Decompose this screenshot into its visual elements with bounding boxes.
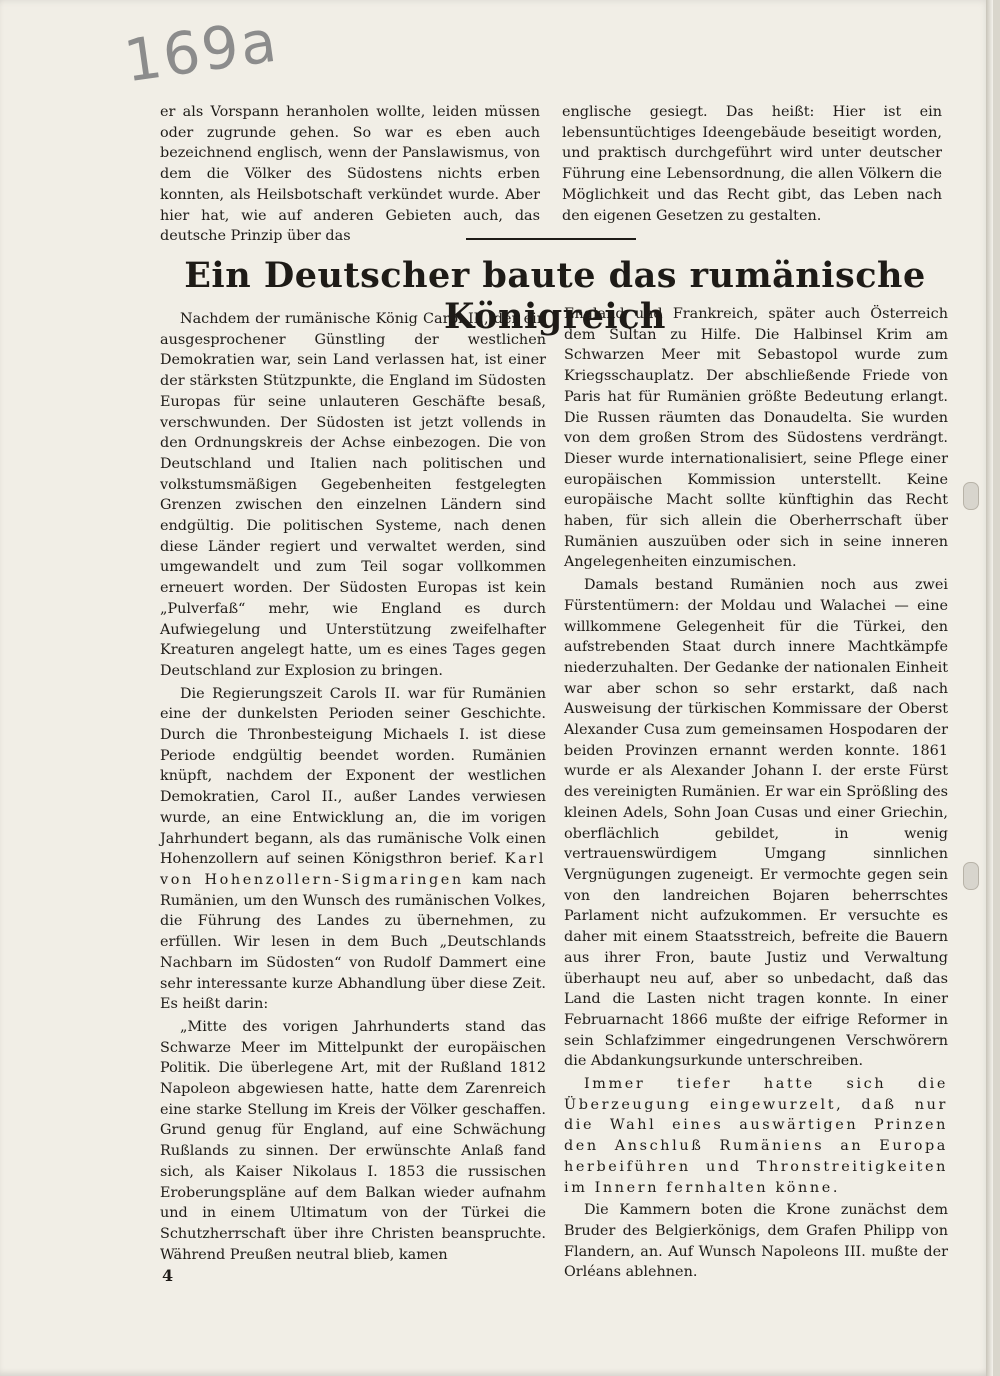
top-right-column: [562, 102, 942, 226]
paragraph: England und Frankreich, später auch Österreich dem Sultan zu Hilfe. Die Halbinsel Krim am Schwarzen Meer mit Sebastopol wurde zum Kriegsschauplatz. Der abschließende Friede von Paris hat für Rumänien größte Bedeutung erlangt. Die Russen räumten das Donaudelta. Sie wurden von dem großen Strom des Südostens verdrängt. Dieser wurde internationalisiert, seine Pflege einer europäischen Kommission unterstellt. Keine europäische Macht sollte künftighin das Recht haben, für sich allein die Oberherrschaft über Rumänien auszuüben oder sich in seine inneren Angelegenheiten einzumischen.: [564, 306, 948, 571]
article-right-column: [564, 304, 948, 1283]
page-number: 4: [162, 1266, 174, 1285]
paragraph: [160, 684, 546, 1015]
article-left-column: [160, 309, 546, 1265]
punch-hole: [963, 482, 979, 510]
paragraph: Immer tiefer hatte sich die Überzeugung eingewurzelt, daß nur die Wahl eines auswärtigen Prinzen den Anschluß Rumäniens an Europa herbeiführen und Thronstreitigkeiten im Innern fernhalten könne.: [564, 1076, 948, 1196]
paragraph: „Mitte des vorigen Jahrhunderts stand das Schwarze Meer im Mittelpunkt der europäischen Politik. Die überlegene Art, mit der Rußland 1812 Napoleon abgewiesen hatte, hatte dem Zarenreich eine starke Stellung im Kreis der Völker geschaffen. Grund genug für England, auf eine Schwächung Rußlands zu sinnen. Der erwünschte Anlaß fand sich, als Kaiser Nikolaus I. 1853 die russischen Eroberungspläne auf dem Balkan wieder aufnahm und in einem Ultimatum von der Türkei die Schutzherrschaft über ihre Christen beanspruchte. Während Preußen neutral blieb, kamen: [160, 1018, 546, 1263]
punch-hole: [963, 862, 979, 890]
paragraph: Die Kammern boten die Krone zunächst dem Bruder des Belgierkönigs, dem Grafen Philipp von Flandern, an. Auf Wunsch Napoleons III. mußte der Orléans ablehnen.: [564, 1202, 948, 1281]
text-run: kam nach Rumänien, um den Wunsch des rumänischen Volkes, die Führung des Landes zu übernehmen, zu erfüllen. Wir lesen in dem Buch „Deutschlands Nachbarn im Südosten“ von Rudolf Dammert eine sehr interessante kurze Abhandlung über diese Zeit. Es heißt darin:: [160, 871, 547, 1013]
article-headline: Ein Deutscher baute das rumänische Königreich: [184, 255, 926, 337]
spaced-name: Karl von Hohenzollern-Sigmaringen: [160, 851, 546, 888]
paragraph: Nachdem der rumänische König Carol II., der ein ausgesprochener Günstling der westlichen Demokratien war, sein Land verlassen hat, ist einer der stärksten Stützpunkte, die England im Südosten Europas für seine unlauteren Geschäfte besaß, verschwunden. Der Südosten ist jetzt vollends in den Ordnungskreis der Achse einbezogen. Die von Deutschland und Italien nach politischen und volkstumsmäßigen Gegebenheiten festgelegten Grenzen zwischen den einzelnen Ländern sind endgültig. Die politischen Systeme, nach denen diese Länder regiert und verwaltet werden, sind umgewandelt und zum Teil sogar vollkommen erneuert worden. Der Südosten Europas ist kein „Pulverfaß“ mehr, wie England es durch Aufwiegelung und Unterstützung zweifelhafter Kreaturen angelegt hatte, um es eines Tages gegen Deutschland zur Explosion zu bringen.: [160, 311, 546, 679]
paragraph: englische gesiegt. Das heißt: Hier ist ein lebensuntüchtiges Ideengebäude beseitigt worden, und praktisch durchgeführt wird unter deutscher Führung eine Lebensordnung, die allen Völkern die Möglichkeit und das Recht gibt, das Leben nach den eigenen Gesetzen zu gestalten.: [562, 104, 942, 224]
top-left-column: [160, 102, 540, 247]
handwritten-note: 169a: [120, 6, 283, 96]
page-edge: [986, 0, 993, 1376]
paragraph: Damals bestand Rumänien noch aus zwei Fürstentümern: der Moldau und Walachei — eine willkommene Gelegenheit für die Türkei, den aufstrebenden Staat durch innere Machtkämpfe niederzuhalten. Der Gedanke der nationalen Einheit war aber schon so sehr erstarkt, daß nach Ausweisung der türkischen Kommissare der Oberst Alexander Cusa zum gemeinsamen Hospodaren der beiden Provinzen ernannt werden konnte. 1861 wurde er als Alexander Johann I. der erste Fürst des vereinigten Rumänien. Er war ein Sprößling des kleinen Adels, Sohn Joan Cusas und einer Griechin, oberflächlich gebildet, in wenig vertrauenswürdigem Umgang sinnlichen Vergnügungen zugeneigt. Er vermochte gegen sein von den landreichen Bojaren beherrschtes Parlament nicht aufzukommen. Er versuchte es daher mit einem Staatsstreich, befreite die Bauern aus ihrer Fron, baute Justiz und Verwaltung überhaupt neu auf, aber so unbedacht, daß das Land die Lasten nicht tragen konnte. In einer Februarnacht 1866 mußte der eifrige Reformer in sein Schlafzimmer eingedrungenen Verschwörern die Abdankungsurkunde unterschreiben.: [564, 577, 948, 1070]
section-divider: [466, 238, 636, 240]
paragraph: er als Vorspann heranholen wollte, leiden müssen oder zugrunde gehen. So war es eben auch bezeichnend englisch, wenn der Panslawismus, von dem die Völker des Südostens nichts erben konnten, als Heilsbotschaft verkündet wurde. Aber hier hat, wie auf anderen Gebieten auch, das deutsche Prinzip über das: [160, 104, 540, 245]
text-run: Die Regierungszeit Carols II. war für Rumänien eine der dunkelsten Perioden seiner Geschichte. Durch die Thronbesteigung Michaels I. ist diese Periode endgültig beendet worden. Rumänien knüpft, nachdem der Exponent der westlichen Demokratien, Carol II., außer Landes verwiesen wurde, an eine Entwicklung an, die im vorigen Jahrhundert begann, als das rumänische Volk einen Hohenzollern auf seinen Königsthron berief.: [160, 685, 546, 868]
